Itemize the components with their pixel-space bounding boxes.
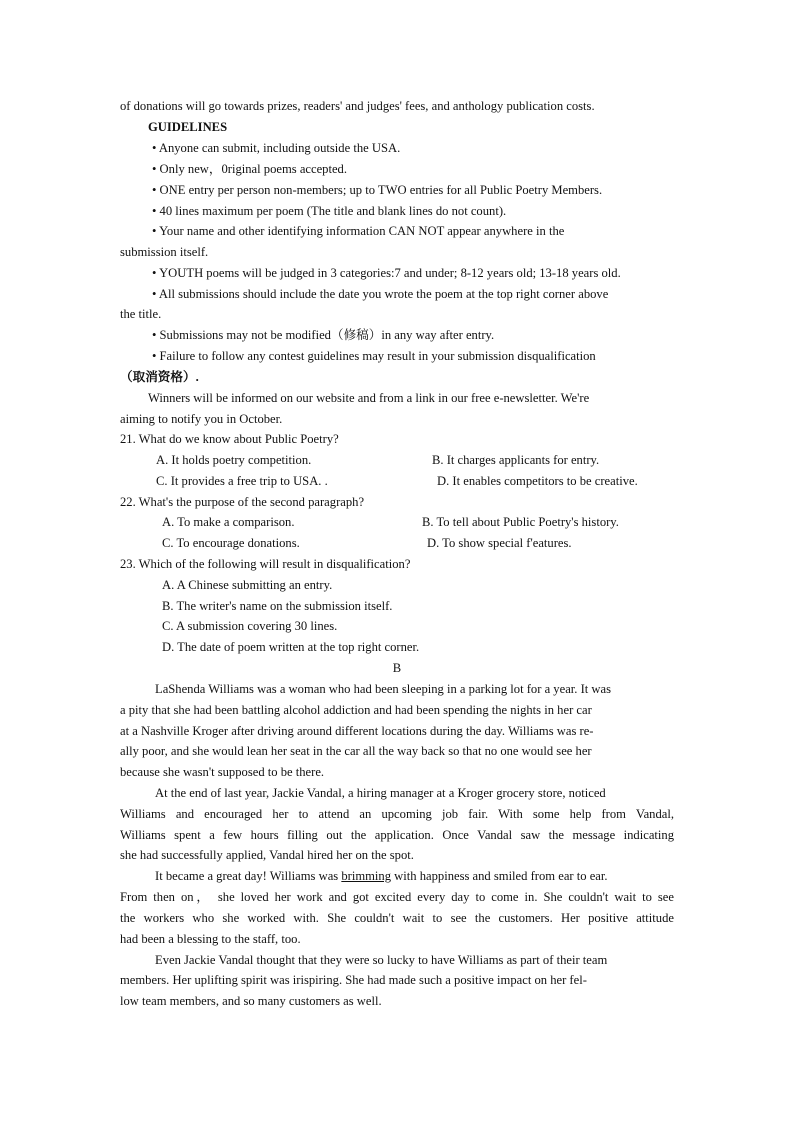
guideline-item: • Failure to follow any contest guidelines may result in your submission disqualification [152, 349, 596, 363]
guideline-item: • 40 lines maximum per poem (The title and blank lines do not count). [152, 204, 507, 218]
passage-line: Williams and encouraged her to attend an upcoming job fair. With some help from Vandal, [120, 807, 674, 821]
passage-line: From then on， she loved her work and got excited every day to come in. She couldn't wait to see [120, 890, 674, 904]
passage-line: At the end of last year, Jackie Vandal, a hiring manager at a Kroger grocery store, noticed [155, 786, 606, 800]
winners-paragraph-line: aiming to notify you in October. [120, 412, 283, 426]
passage-line: the workers who she worked with. She couldn't wait to see the customers. Her positive attitude [120, 911, 674, 925]
guideline-item: • YOUTH poems will be judged in 3 categories:7 and under; 8-12 years old; 13-18 years old. [152, 266, 621, 280]
passage-line: a pity that she had been battling alcohol addiction and had been spending the nights in her car [120, 703, 592, 717]
question-22-option-b: B. To tell about Public Poetry's history. [422, 515, 619, 529]
passage-line: she had successfully applied, Vandal hired her on the spot. [120, 848, 414, 862]
question-22-stem: 22. What's the purpose of the second paragraph? [120, 495, 365, 509]
question-23-option-b: B. The writer's name on the submission itself. [162, 599, 393, 613]
question-21-option-a: A. It holds poetry competition. [156, 453, 312, 467]
passage-line: Even Jackie Vandal thought that they were so lucky to have Williams as part of their team [155, 953, 608, 967]
passage-line: Williams spent a few hours filling out the application. Once Vandal saw the message indicating [120, 828, 674, 842]
passage-text: with happiness and smiled from ear to ear. [391, 869, 608, 883]
guideline-item: • All submissions should include the date you wrote the poem at the top right corner above [152, 287, 609, 301]
question-23-option-d: D. The date of poem written at the top right corner. [162, 640, 420, 654]
passage-line: ally poor, and she would lean her seat in the car all the way back so that no one would see her [120, 744, 592, 758]
question-22-option-d: D. To show special f'eatures. [427, 536, 572, 550]
guidelines-heading: GUIDELINES [148, 120, 228, 134]
passage-text: It became a great day! Williams was [155, 869, 342, 883]
question-21-option-d: D. It enables competitors to be creative. [437, 474, 638, 488]
passage-line: because she wasn't supposed to be there. [120, 765, 325, 779]
guideline-item: • Submissions may not be modified（修稿）in any way after entry. [152, 328, 495, 342]
question-23-option-c: C. A submission covering 30 lines. [162, 619, 338, 633]
guideline-item-continuation: submission itself. [120, 245, 209, 259]
question-22-option-a: A. To make a comparison. [162, 515, 295, 529]
passage-line: had been a blessing to the staff, too. [120, 932, 301, 946]
guideline-item-continuation: the title. [120, 307, 162, 321]
question-22-option-c: C. To encourage donations. [162, 536, 300, 550]
passage-line: LaShenda Williams was a woman who had been sleeping in a parking lot for a year. It was [155, 682, 612, 696]
guideline-item: • Anyone can submit, including outside the USA. [152, 141, 401, 155]
passage-line: members. Her uplifting spirit was irispiring. She had made such a positive impact on her fel- [120, 973, 587, 987]
question-21-stem: 21. What do we know about Public Poetry? [120, 432, 339, 446]
underlined-word: brimming [341, 869, 392, 883]
intro-line: of donations will go towards prizes, readers' and judges' fees, and anthology publication costs. [120, 99, 595, 113]
question-21-option-b: B. It charges applicants for entry. [432, 453, 600, 467]
question-23-option-a: A. A Chinese submitting an entry. [162, 578, 333, 592]
guideline-item: • ONE entry per person non-members; up to TWO entries for all Public Poetry Members. [152, 183, 603, 197]
winners-paragraph-line: Winners will be informed on our website and from a link in our free e-newsletter. We're [148, 391, 590, 405]
guideline-item: • Only new，0riginal poems accepted. [152, 162, 348, 176]
guideline-item: • Your name and other identifying information CAN NOT appear anywhere in the [152, 224, 565, 238]
passage-line [155, 867, 608, 885]
question-21-option-c: C. It provides a free trip to USA. . [156, 474, 328, 488]
question-23-stem: 23. Which of the following will result in disqualification? [120, 557, 411, 571]
guideline-item-continuation: （取消资格）. [120, 370, 199, 384]
section-b-heading: B [392, 661, 402, 675]
passage-line: low team members, and so many customers as well. [120, 994, 382, 1008]
passage-line: at a Nashville Kroger after driving around different locations during the day. Williams was re- [120, 724, 594, 738]
